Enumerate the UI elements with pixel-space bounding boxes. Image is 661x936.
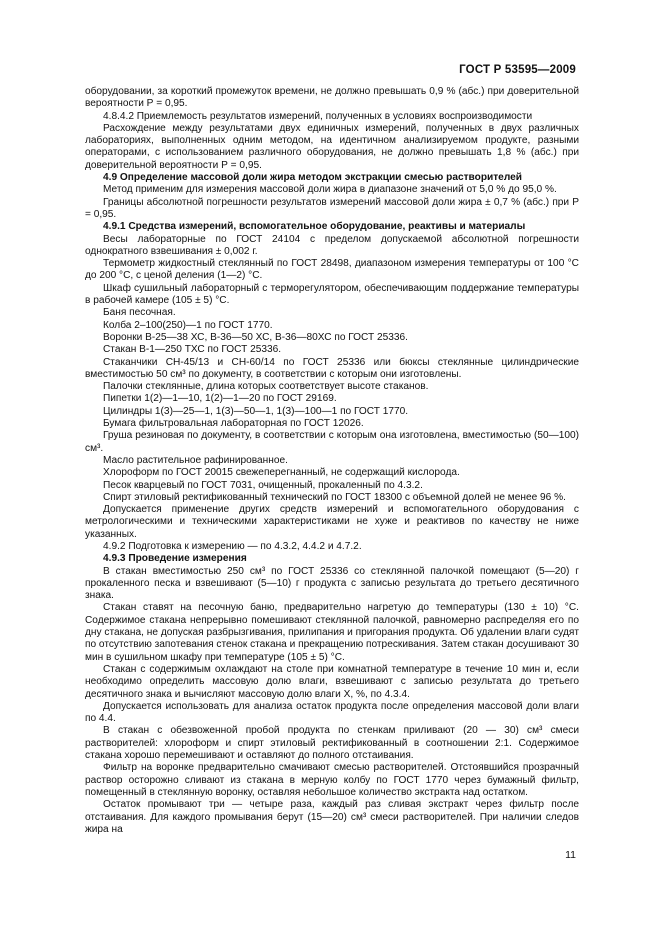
paragraph: Цилиндры 1(3)—25—1, 1(3)—50—1, 1(3)—100—1 по ГОСТ 1770. xyxy=(103,405,409,417)
document-header: ГОСТ Р 53595—2009 xyxy=(459,64,576,76)
page-body xyxy=(85,86,579,836)
paragraph: Палочки стеклянные, длина которых соответствует высоте стаканов. xyxy=(103,381,429,393)
paragraph: Масло растительное рафинированное. xyxy=(103,454,288,466)
paragraph: Стаканчики СН-45/13 и СН-60/14 по ГОСТ 25336 или бюксы стеклянные цилиндрические вместимостью 50 см³ по документу, в соответствии с которым они изготовлены. xyxy=(85,356,579,380)
section-heading: 4.9.3 Проведение измерения xyxy=(103,553,247,565)
paragraph: Остаток промывают три — четыре раза, каждый раз сливая экстракт через фильтр после отстаивания. Для каждого промывания берут (15—20) см³ смеси растворителей. При наличии следов жира на xyxy=(85,799,579,835)
page-number: 11 xyxy=(565,849,576,861)
paragraph: Пипетки 1(2)—1—10, 1(2)—1—20 по ГОСТ 29169. xyxy=(103,393,337,405)
paragraph: В стакан с обезвоженной пробой продукта по стенкам приливают (20 — 30) см³ смеси растворителей: хлороформ и спирт этиловый ректификованный в соотношении 2:1. Содержимое стакана хорошо перемешивают и оставляют до полного отстаивания. xyxy=(85,725,579,762)
paragraph: Бумага фильтровальная лабораторная по ГОСТ 12026. xyxy=(103,418,364,430)
paragraph: 4.9.2 Подготовка к измерению — по 4.3.2, 4.4.2 и 4.7.2. xyxy=(103,540,362,552)
paragraph: Стакан с содержимым охлаждают на столе при комнатной температуре в течение 10 мин и, если необходимо определить массовую долю влаги, взвешивают с записью результата до третьего десятичного знака и вычисляют массовую долю влаги X, %, по 4.3.4. xyxy=(85,663,579,700)
paragraph: Спирт этиловый ректификованный технический по ГОСТ 18300 с объемной долей не менее 96 %. xyxy=(103,491,566,503)
paragraph: В стакан вместимостью 250 см³ по ГОСТ 25336 со стеклянной палочкой помещают (5—20) г прокаленного песка и взвешивают (5—10) г продукта с записью результата до третьего десятичного знака. xyxy=(85,565,579,602)
paragraph: Термометр жидкостный стеклянный по ГОСТ 28498, диапазоном измерения температуры от 100 °С до 200 °С, с ценой деления (1—2) °С. xyxy=(85,258,579,282)
paragraph: Песок кварцевый по ГОСТ 7031, очищенный, прокаленный по 4.3.2. xyxy=(103,479,423,491)
paragraph: Воронки В-25—38 ХС, В-36—50 ХС, В-36—80ХС по ГОСТ 25336. xyxy=(103,331,408,343)
paragraph: Хлороформ по ГОСТ 20015 свежеперегнанный, не содержащий кислорода. xyxy=(103,467,460,479)
paragraph: Груша резиновая по документу, в соответствии с которым она изготовлена, вместимостью (50—100) см³. xyxy=(85,430,579,454)
paragraph: Допускается использовать для анализа остаток продукта после определения массовой доли влаги по 4.4. xyxy=(85,700,579,725)
section-heading: 4.9.1 Средства измерений, вспомогательное оборудование, реактивы и материалы xyxy=(103,221,526,233)
paragraph: 4.8.4.2 Приемлемость результатов измерений, полученных в условиях воспроизводимости xyxy=(103,110,533,122)
paragraph: Стакан ставят на песочную баню, предварительно нагретую до температуры (130 ± 10) °С. Содержимое стакана непрерывно помешивают стеклянной палочкой, равномерно распределяя его по дну стакана, не допуская разбрызгивания, прилипания и пригорания продукта. Об удалении влаги судят по отсутствию запотевания стенок стакана и прекращению потрескивания. Затем стакан досушивают 30 мин в сушильном шкафу при температуре (105 ± 5) °С. xyxy=(85,602,580,663)
paragraph: Стакан В-1—250 ТХС по ГОСТ 25336. xyxy=(103,344,282,356)
paragraph: Границы абсолютной погрешности результатов измерений массовой доли жира ± 0,7 % (абс.) при Р = 0,95. xyxy=(85,196,579,220)
paragraph: Весы лабораторные по ГОСТ 24104 с пределом допускаемой абсолютной погрешности однократного взвешивания ± 0,002 г. xyxy=(85,233,579,257)
paragraph: Фильтр на воронке предварительно смачивают смесью растворителей. Отстоявшийся прозрачный раствор осторожно сливают из стакана в мерную колбу по ГОСТ 1770 через бумажный фильтр, помещенный в стеклянную воронку, оставляя небольшое количество экстракта над остатком. xyxy=(85,762,579,798)
paragraph: Баня песочная. xyxy=(103,307,176,319)
paragraph: Шкаф сушильный лабораторный с терморегулятором, обеспечивающим поддержание температуры в рабочей камере (105 ± 5) °С. xyxy=(85,282,579,307)
paragraph: Метод применим для измерения массовой доли жира в диапазоне значений от 5,0 % до 95,0 %. xyxy=(103,184,557,196)
paragraph: Допускается применение других средств измерений и вспомогательного оборудования с метрологическими и техническими характеристиками не хуже и реактивов по качеству не ниже указанных. xyxy=(85,504,579,540)
paragraph: Колба 2–100(250)—1 по ГОСТ 1770. xyxy=(103,319,273,331)
paragraph: оборудовании, за короткий промежуток времени, не должно превышать 0,9 % (абс.) при доверительной вероятности Р = 0,95. xyxy=(85,86,579,110)
paragraph: Расхождение между результатами двух единичных измерений, полученных в двух различных лабораториях, выполненных одним методом, на идентичном анализируемом продукте, разными операторами, с использованием различного оборудования, не должно превышать 1,8 % (абс.) при доверительной вероятности Р = 0,95. xyxy=(85,122,579,171)
section-heading: 4.9 Определение массовой доли жира методом экстракции смесью растворителей xyxy=(103,172,522,184)
